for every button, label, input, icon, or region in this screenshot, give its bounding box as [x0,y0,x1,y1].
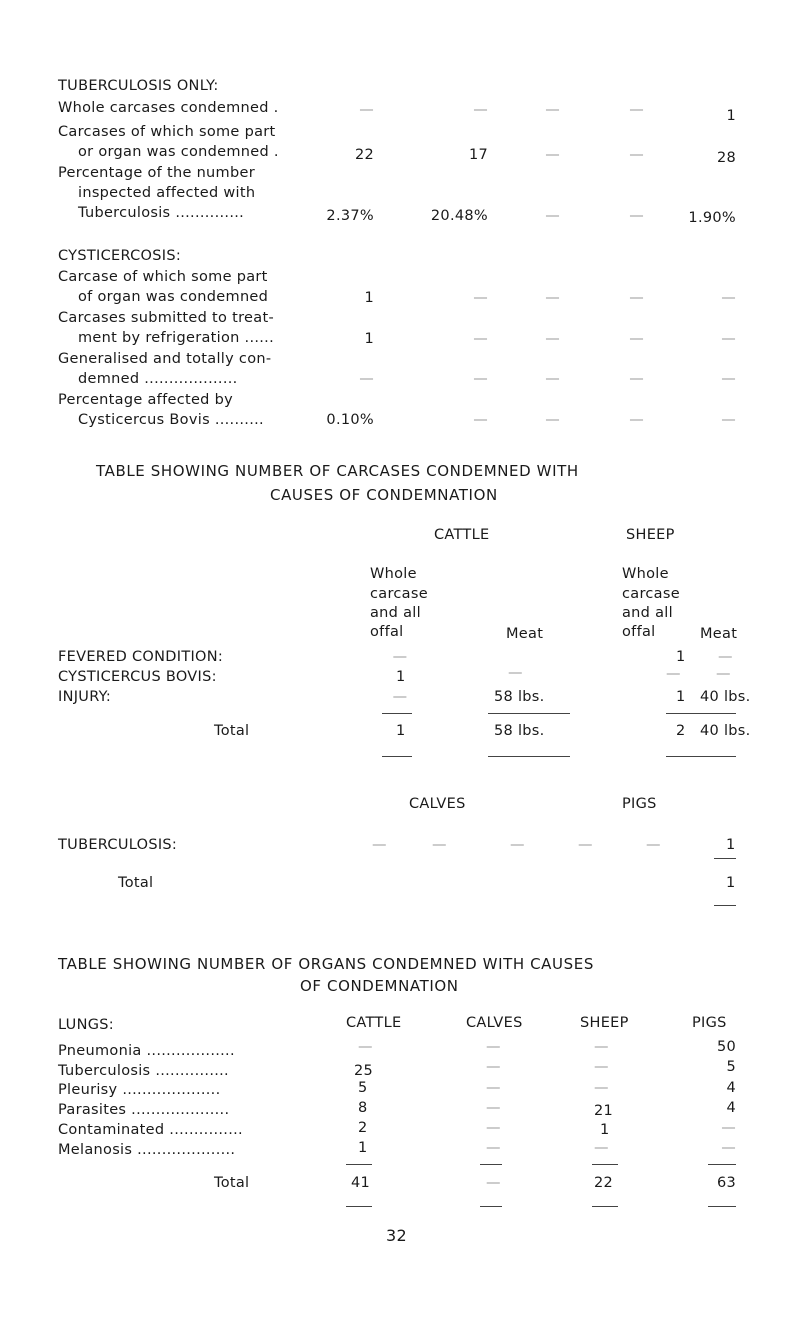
tb-row2-val5: 28 [716,150,736,166]
cy-row4-label-1: Percentage affected by [58,392,233,408]
org-row6-val3: — [594,1140,609,1156]
cy-row2-val5: — [721,331,736,347]
carc-row3-val1: — [392,689,408,705]
tb-carcase-val1: — [372,837,387,853]
cy-row2-label-1: Carcases submitted to treat- [58,310,274,326]
carc-row3-label: INJURY: [58,689,112,705]
org-row3-val1: 5 [358,1080,368,1096]
org-row4-val2: — [486,1100,501,1116]
org-col-cattle: CATTLE [346,1015,402,1031]
org-total-val2: — [486,1175,501,1191]
tb-row2-label-1: Carcases of which some part [58,124,276,140]
rule-cattle-whole-top [382,713,412,714]
carc-row2-val1: 1 [396,669,406,685]
carc-row2-val3: — [666,666,681,682]
org-row5-val2: — [486,1120,501,1136]
rule-org-calves-top [480,1164,502,1165]
tb-row2-val1: 22 [354,147,374,163]
carc-row1-val4: — [718,649,733,665]
org-row6-val1: 1 [358,1140,368,1156]
tb-carcase-val6: 1 [726,837,736,853]
organs-title-line1: TABLE SHOWING NUMBER OF ORGANS CONDEMNED WITH CAUSES [58,955,594,973]
carc-row1-val1: — [392,649,408,665]
carc-row2-val2: — [508,665,523,681]
cy-row2-val1: 1 [364,331,374,347]
org-row2-val3: — [594,1059,609,1075]
tb-row2-val4: — [629,147,644,163]
tb-total-val: 1 [726,875,736,891]
cy-row4-val5: — [721,412,736,428]
org-row6-label: Melanosis .................... [58,1142,236,1158]
org-row5-val4: — [721,1120,736,1136]
tb-row2-label-2: or organ was condemned . [78,144,279,160]
org-row5-val1: 2 [358,1120,368,1136]
organs-title-line2: OF CONDEMNATION [300,977,459,995]
carc-total-val4: 40 lbs. [700,723,751,739]
sheep-whole-line3: and all [622,605,673,621]
org-col-calves: CALVES [466,1015,523,1031]
lungs-label: LUNGS: [58,1017,114,1033]
cy-row1-val3: — [545,290,560,306]
carcases-title-line1: TABLE SHOWING NUMBER OF CARCASES CONDEMNED WITH [96,462,579,480]
carc-row3-val4: 40 lbs. [700,689,751,705]
carc-total-val3: 2 [676,723,686,739]
tb-row1-val2: — [473,102,488,118]
cy-row3-val2: — [473,371,488,387]
cy-row4-val4: — [629,412,644,428]
sheep-whole-line4: offal [622,624,656,640]
cy-row4-val3: — [545,412,560,428]
org-col-pigs: PIGS [692,1015,727,1031]
cattle-whole-line1: Whole [370,566,417,582]
rule-org-calves-bottom [480,1206,502,1207]
org-total-val1: 41 [351,1175,371,1191]
cy-row3-label-2: demned ................... [78,371,238,387]
cattle-whole-line4: offal [370,624,404,640]
org-row1-val4: 50 [716,1039,736,1055]
cy-row2-val2: — [473,331,488,347]
org-row2-label: Tuberculosis ............... [58,1063,229,1079]
sheep-header: SHEEP [626,527,675,543]
carc-row2-val4: — [716,666,731,682]
org-row5-label: Contaminated ............... [58,1122,243,1138]
tb-row3-val5: 1.90% [688,210,736,226]
org-total-label: Total [214,1175,250,1191]
org-col-sheep: SHEEP [580,1015,629,1031]
cattle-header: CATTLE [434,527,490,543]
org-row1-val1: — [358,1039,373,1055]
rule-org-pigs-bottom [708,1206,736,1207]
carc-row3-val2: 58 lbs. [494,689,545,705]
org-row1-val3: — [594,1039,609,1055]
org-row2-val1: 25 [354,1063,374,1079]
rule-sheep-bottom [666,756,736,757]
carc-row2-label: CYSTICERCUS BOVIS: [58,669,217,685]
org-total-val4: 63 [716,1175,736,1191]
sheep-whole-line2: carcase [622,586,680,602]
cy-row1-label-1: Carcase of which some part [58,269,268,285]
tb-row3-val2: 20.48% [430,208,488,224]
tb-carcase-val2: — [432,837,447,853]
org-row2-val2: — [486,1059,501,1075]
rule-org-cattle-top [346,1164,372,1165]
tb-row3-label-3: Tuberculosis .............. [78,205,245,221]
carc-row1-val3: 1 [676,649,686,665]
cy-row3-label-1: Generalised and totally con- [58,351,272,367]
org-total-val3: 22 [594,1175,614,1191]
rule-cattle-meat-top [488,713,570,714]
pigs-header: PIGS [622,796,657,812]
sheep-meat-header: Meat [700,626,738,642]
tb-row3-val3: — [545,208,560,224]
rule-sheep-top [666,713,736,714]
tb-row1-val5: 1 [726,108,736,124]
tb-row3-label-1: Percentage of the number [58,165,255,181]
rule-cattle-whole-bottom [382,756,412,757]
cy-row1-label-2: of organ was condemned [78,289,269,305]
org-row2-val4: 5 [726,1059,736,1075]
rule-tb-bottom [714,905,736,906]
cy-heading: CYSTICERCOSIS: [58,248,182,264]
org-row3-val4: 4 [726,1080,736,1096]
tb-row1-val4: — [629,102,644,118]
org-row3-val3: — [594,1080,609,1096]
org-row6-val2: — [486,1140,501,1156]
rule-org-sheep-top [592,1164,618,1165]
carc-row3-val3: 1 [676,689,686,705]
tb-row1-val1: — [359,102,374,118]
cy-row4-label-2: Cysticercus Bovis .......... [78,412,264,428]
cy-row2-val3: — [545,331,560,347]
tb-carcase-label: TUBERCULOSIS: [58,837,178,853]
carcases-title-line2: CAUSES OF CONDEMNATION [270,486,498,504]
sheep-whole-line1: Whole [622,566,669,582]
page-number: 32 [386,1226,407,1245]
cattle-meat-header: Meat [506,626,544,642]
tb-row3-val1: 2.37% [326,208,374,224]
tb-row3-label-2: inspected affected with [78,185,256,201]
tb-total-label: Total [118,875,154,891]
calves-header: CALVES [409,796,466,812]
carc-row1-label: FEVERED CONDITION: [58,649,224,665]
cy-row1-val4: — [629,290,644,306]
org-row5-val3: 1 [600,1122,610,1138]
cattle-whole-line2: carcase [370,586,428,602]
rule-tb-top [714,858,736,859]
org-row1-label: Pneumonia .................. [58,1043,235,1059]
rule-cattle-meat-bottom [488,756,570,757]
cy-row1-val1: 1 [364,290,374,306]
org-row1-val2: — [486,1039,501,1055]
cy-row2-val4: — [629,331,644,347]
tb-row1-label: Whole carcases condemned . [58,100,279,116]
cy-row2-label-2: ment by refrigeration ...... [78,330,274,346]
carc-total-label: Total [214,723,250,739]
cy-row4-val1: 0.10% [326,412,374,428]
rule-org-cattle-bottom [346,1206,372,1207]
org-row3-val2: — [486,1080,501,1096]
rule-org-sheep-bottom [592,1206,618,1207]
rule-org-pigs-top [708,1164,736,1165]
carc-total-val1: 1 [396,723,406,739]
cy-row1-val5: — [721,290,736,306]
cy-row3-val4: — [629,371,644,387]
tb-heading: TUBERCULOSIS ONLY: [58,78,219,94]
tb-carcase-val5: — [646,837,661,853]
cy-row4-val2: — [473,412,488,428]
tb-carcase-val3: — [510,837,525,853]
tb-row3-val4: — [629,208,644,224]
tb-row2-val2: 17 [468,147,488,163]
tb-carcase-val4: — [578,837,593,853]
org-row4-val4: 4 [726,1100,736,1116]
org-row4-label: Parasites .................... [58,1102,230,1118]
cy-row3-val1: — [359,371,374,387]
cy-row3-val5: — [721,371,736,387]
cy-row3-val3: — [545,371,560,387]
tb-row1-val3: — [545,102,560,118]
org-row3-label: Pleurisy .................... [58,1082,221,1098]
carc-total-val2: 58 lbs. [494,723,545,739]
tb-row2-val3: — [545,147,560,163]
org-row6-val4: — [721,1140,736,1156]
org-row4-val3: 21 [594,1103,614,1119]
cattle-whole-line3: and all [370,605,421,621]
org-row4-val1: 8 [358,1100,368,1116]
cy-row1-val2: — [473,290,488,306]
